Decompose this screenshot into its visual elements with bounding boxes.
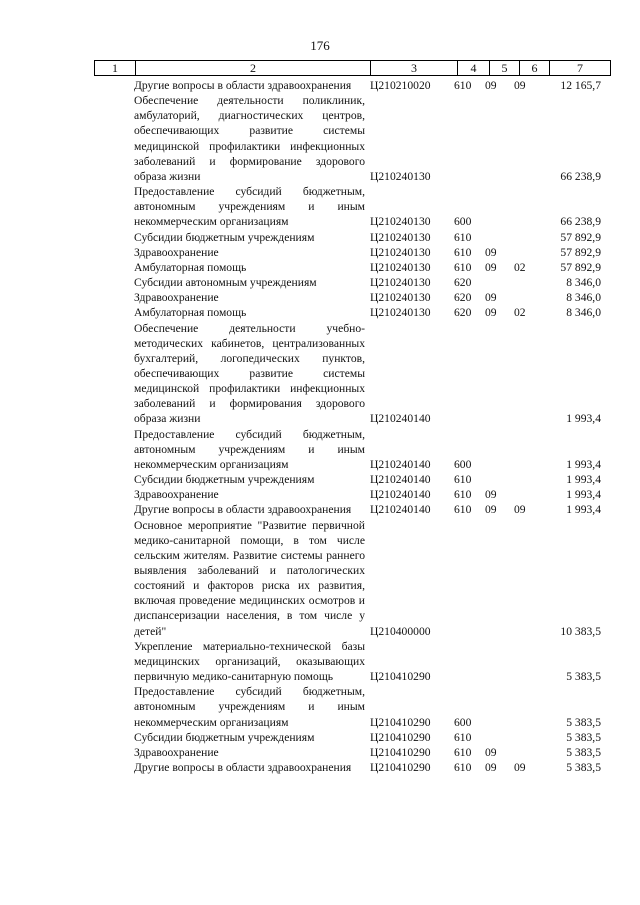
row-blank-cell [94,427,134,472]
row-target-code: Ц210240130 [370,291,431,305]
table-row [94,230,603,245]
row-target-code: Ц210410290 [370,745,431,759]
row-name: Здравоохранение [134,291,219,305]
row-name: Здравоохранение [134,745,219,759]
row-target-code: Ц210240130 [370,230,431,244]
row-subsection: 02 [514,260,526,274]
row-subsection: 02 [514,306,526,320]
row-expense-type: 610 [454,761,472,775]
row-subsection: 09 [514,79,526,92]
row-target-code: Ц210240140 [370,503,431,517]
row-blank-cell [94,230,134,245]
column-header: 5 [490,61,520,76]
row-amount: 12 165,7 [560,79,601,92]
row-blank-cell [94,745,134,760]
row-blank-cell [94,502,134,517]
row-expense-type [454,321,485,427]
row-name: Амбулаторная помощь [134,260,247,274]
row-amount: 5 383,5 [566,670,601,684]
table-row [94,290,603,305]
row-target-code: Ц210240130 [370,306,431,320]
row-expense-type: 610 [454,79,472,92]
row-section: 09 [485,761,497,775]
table-row [94,684,603,729]
row-section: 09 [485,245,497,259]
row-subsection [514,290,543,305]
table-row [94,184,603,229]
row-target-code: Ц210240140 [370,473,431,487]
row-name: Другие вопросы в области здравоохранения [134,503,352,517]
budget-table-body [94,78,603,775]
row-expense-type: 610 [454,730,472,744]
column-header-row [94,60,611,76]
row-amount: 57 892,9 [560,260,601,274]
row-blank-cell [94,730,134,745]
row-expense-type: 610 [454,488,472,502]
row-section: 09 [485,79,497,92]
row-subsection [514,472,543,487]
row-expense-type: 620 [454,291,472,305]
row-target-code: Ц210410290 [370,715,431,729]
table-row [94,427,603,472]
row-subsection [514,639,543,684]
row-expense-type: 610 [454,745,472,759]
row-amount: 66 238,9 [560,169,601,183]
row-section: 09 [485,503,497,517]
row-section: 09 [485,260,497,274]
row-target-code: Ц210410290 [370,670,431,684]
column-header: 3 [371,61,458,76]
row-target-code: Ц210240140 [370,457,431,471]
column-header: 4 [458,61,490,76]
row-section [485,684,514,729]
table-row [94,730,603,745]
row-amount: 66 238,9 [560,215,601,229]
row-target-code: Ц210240130 [370,260,431,274]
page-number: 176 [310,38,330,53]
row-expense-type: 610 [454,260,472,274]
row-section: 09 [485,745,497,759]
row-amount: 10 383,5 [560,624,601,638]
row-expense-type: 620 [454,306,472,320]
table-row [94,487,603,502]
row-blank-cell [94,78,134,93]
table-row [94,760,603,775]
row-blank-cell [94,487,134,502]
row-amount: 57 892,9 [560,230,601,244]
row-name: Предоставление субсидий бюджетным, автономным учреждениям и иным некоммерческим организациям [134,427,365,471]
row-name: Субсидии бюджетным учреждениям [134,473,315,487]
budget-table [94,78,603,775]
row-section [485,639,514,684]
row-blank-cell [94,93,134,184]
row-amount: 57 892,9 [560,245,601,259]
row-name: Субсидии бюджетным учреждениям [134,730,315,744]
row-blank-cell [94,472,134,487]
row-amount: 5 383,5 [566,715,601,729]
row-expense-type: 600 [454,715,472,729]
row-subsection [514,93,543,184]
row-section [485,184,514,229]
row-subsection: 09 [514,503,526,517]
row-name: Субсидии автономным учреждениям [134,276,317,290]
row-name: Субсидии бюджетным учреждениям [134,230,315,244]
row-amount: 1 993,4 [566,488,601,502]
row-target-code: Ц210410290 [370,761,431,775]
row-target-code: Ц210240130 [370,169,431,183]
row-amount: 8 346,0 [566,291,601,305]
row-section [485,230,514,245]
row-blank-cell [94,305,134,320]
row-amount: 8 346,0 [566,306,601,320]
row-name: Здравоохранение [134,245,219,259]
row-blank-cell [94,260,134,275]
row-target-code: Ц210240140 [370,412,431,426]
row-name: Основное мероприятие "Развитие первичной медико-санитарной помощи, в том числе сельским жителям. Развитие системы раннего выявления заболеваний и патологических состояний и факторов риска их развития, включая проведение медицинских осмотров и диспансеризации населения, в том числе у детей" [134,518,365,638]
row-blank-cell [94,184,134,229]
row-subsection [514,245,543,260]
row-section [485,472,514,487]
row-name: Другие вопросы в области здравоохранения [134,79,352,92]
row-expense-type: 620 [454,276,472,290]
row-section [485,518,514,639]
row-amount: 1 993,4 [566,457,601,471]
row-subsection [514,184,543,229]
row-target-code: Ц210240140 [370,488,431,502]
row-blank-cell [94,684,134,729]
row-blank-cell [94,321,134,427]
table-row [94,305,603,320]
table-row [94,321,603,427]
row-name: Здравоохранение [134,488,219,502]
row-blank-cell [94,639,134,684]
row-amount: 1 993,4 [566,503,601,517]
row-name: Предоставление субсидий бюджетным, автономным учреждениям и иным некоммерческим организациям [134,185,365,229]
row-expense-type: 610 [454,230,472,244]
table-row [94,245,603,260]
row-blank-cell [94,290,134,305]
table-row [94,472,603,487]
row-section [485,730,514,745]
row-name: Обеспечение деятельности учебно-методических кабинетов, централизованных бухгалтерий, логопедических пунктов, обеспечивающих развитие системы медицинской профилактики инфекционных заболеваний и формирования здорового образа жизни [134,321,365,426]
row-expense-type: 610 [454,245,472,259]
column-header: 1 [95,61,136,76]
table-row [94,78,603,93]
row-section [485,427,514,472]
row-section: 09 [485,306,497,320]
row-subsection [514,321,543,427]
row-section [485,275,514,290]
row-name: Укрепление материально-технической базы медицинских организаций, оказывающих первичную медико-санитарную помощь [134,639,365,684]
row-section [485,321,514,427]
row-name: Обеспечение деятельности поликлиник, амбулаторий, диагностических центров, обеспечивающих развитие системы медицинской профилактики инфекционных заболеваний и формирование здорового образа жизни [134,94,365,183]
row-amount: 1 993,4 [566,473,601,487]
row-subsection [514,730,543,745]
row-expense-type [454,518,485,639]
row-amount: 5 383,5 [566,761,601,775]
row-amount: 5 383,5 [566,745,601,759]
row-subsection [514,684,543,729]
row-expense-type [454,93,485,184]
table-row [94,518,603,639]
row-subsection [514,427,543,472]
row-name: Другие вопросы в области здравоохранения [134,761,352,775]
row-subsection [514,275,543,290]
row-blank-cell [94,245,134,260]
row-target-code: Ц210410290 [370,730,431,744]
row-section: 09 [485,488,497,502]
row-expense-type: 600 [454,215,472,229]
row-target-code: Ц210400000 [370,624,431,638]
row-target-code: Ц210240130 [370,276,431,290]
row-subsection [514,230,543,245]
row-section [485,93,514,184]
column-header: 7 [550,61,611,76]
row-section: 09 [485,291,497,305]
row-expense-type: 610 [454,473,472,487]
row-subsection [514,487,543,502]
column-header: 6 [520,61,550,76]
row-expense-type: 610 [454,503,472,517]
row-blank-cell [94,518,134,639]
column-header: 2 [136,61,371,76]
row-expense-type: 600 [454,457,472,471]
row-name: Амбулаторная помощь [134,306,247,320]
table-row [94,745,603,760]
row-amount: 1 993,4 [566,412,601,426]
row-blank-cell [94,760,134,775]
row-amount: 8 346,0 [566,276,601,290]
row-subsection: 09 [514,761,526,775]
row-amount: 5 383,5 [566,730,601,744]
table-row [94,93,603,184]
row-subsection [514,745,543,760]
row-name: Предоставление субсидий бюджетным, автономным учреждениям и иным некоммерческим организациям [134,685,365,729]
table-row [94,260,603,275]
table-row [94,275,603,290]
table-row [94,502,603,517]
row-subsection [514,518,543,639]
row-target-code: Ц210210020 [370,79,431,92]
row-target-code: Ц210240130 [370,215,431,229]
row-expense-type [454,639,485,684]
row-target-code: Ц210240130 [370,245,431,259]
row-blank-cell [94,275,134,290]
table-row [94,639,603,684]
